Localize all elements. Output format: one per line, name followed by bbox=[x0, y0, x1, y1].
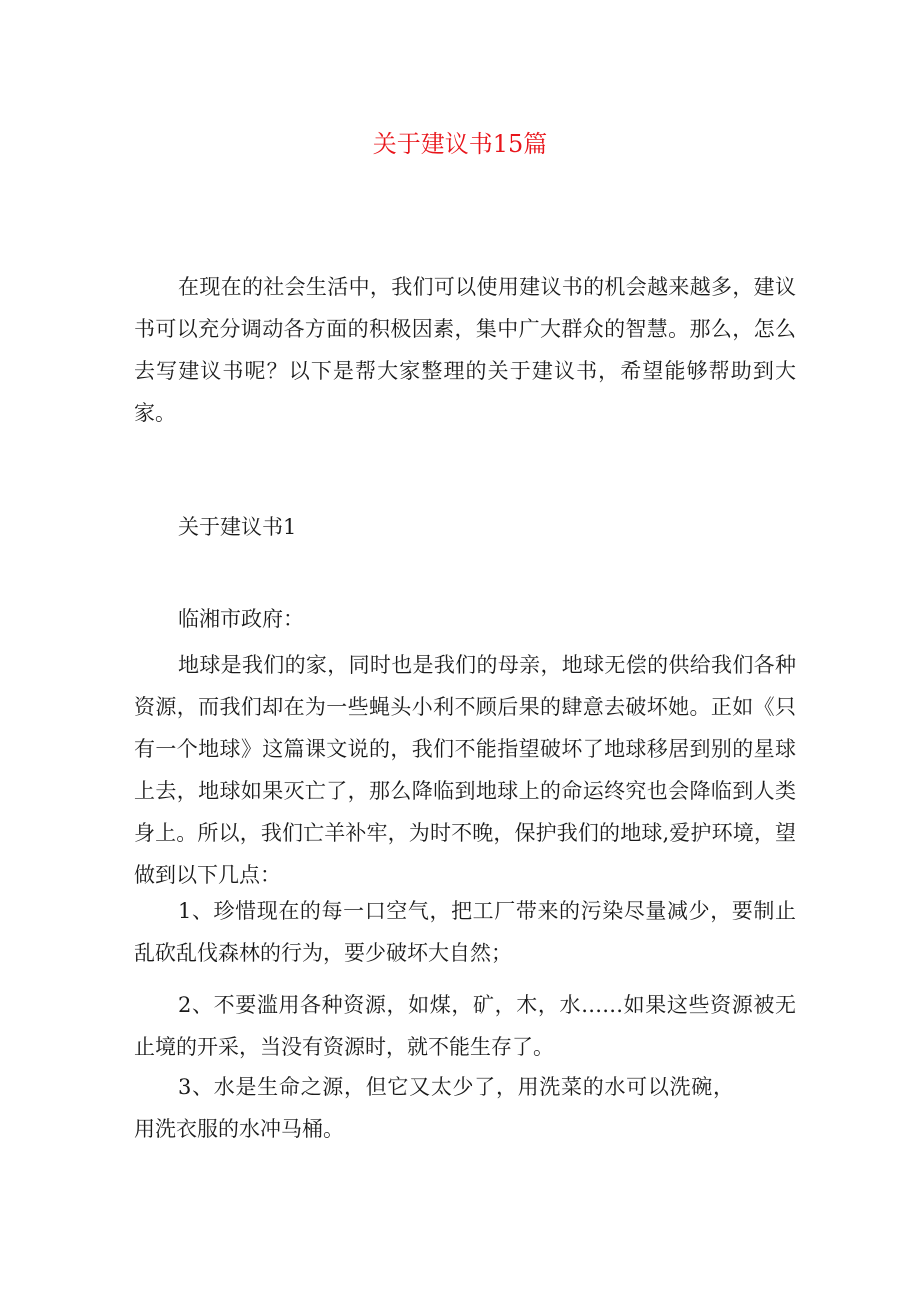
intro-paragraph: 在现在的社会生活中，我们可以使用建议书的机会越来越多，建议书可以充分调动各方面的积极因素，集中广大群众的智慧。那么，怎么去写建议书呢？以下是帮大家整理的关于建议书，希望能够帮助到大家。 bbox=[134, 275, 796, 425]
section-heading: 关于建议书1 bbox=[178, 515, 297, 539]
document-title: 关于建议书15篇 bbox=[372, 130, 548, 158]
point-1: 1、珍惜现在的每一口空气，把工厂带来的污染尽量减少，要制止乱砍乱伐森林的行为，要少破坏大自然； bbox=[134, 899, 796, 965]
point-3: 3、水是生命之源，但它又太少了，用洗菜的水可以洗碗，用洗衣服的水冲马桶。 bbox=[134, 1075, 734, 1141]
point-2: 2、不要滥用各种资源，如煤，矿，木，水……如果这些资源被无止境的开采，当没有资源时，就不能生存了。 bbox=[134, 993, 796, 1059]
body-paragraph: 地球是我们的家，同时也是我们的母亲，地球无偿的供给我们各种资源，而我们却在为一些蝇头小利不顾后果的肆意去破坏她。正如《只有一个地球》这篇课文说的，我们不能指望破坏了地球移居到别的星球上去，地球如果灭亡了，那么降临到地球上的命运终究也会降临到人类身上。所以，我们亡羊补牢，为时不晚，保护我们的地球,爱护环境，望做到以下几点： bbox=[134, 653, 796, 887]
salutation: 临湘市政府： bbox=[178, 607, 304, 631]
